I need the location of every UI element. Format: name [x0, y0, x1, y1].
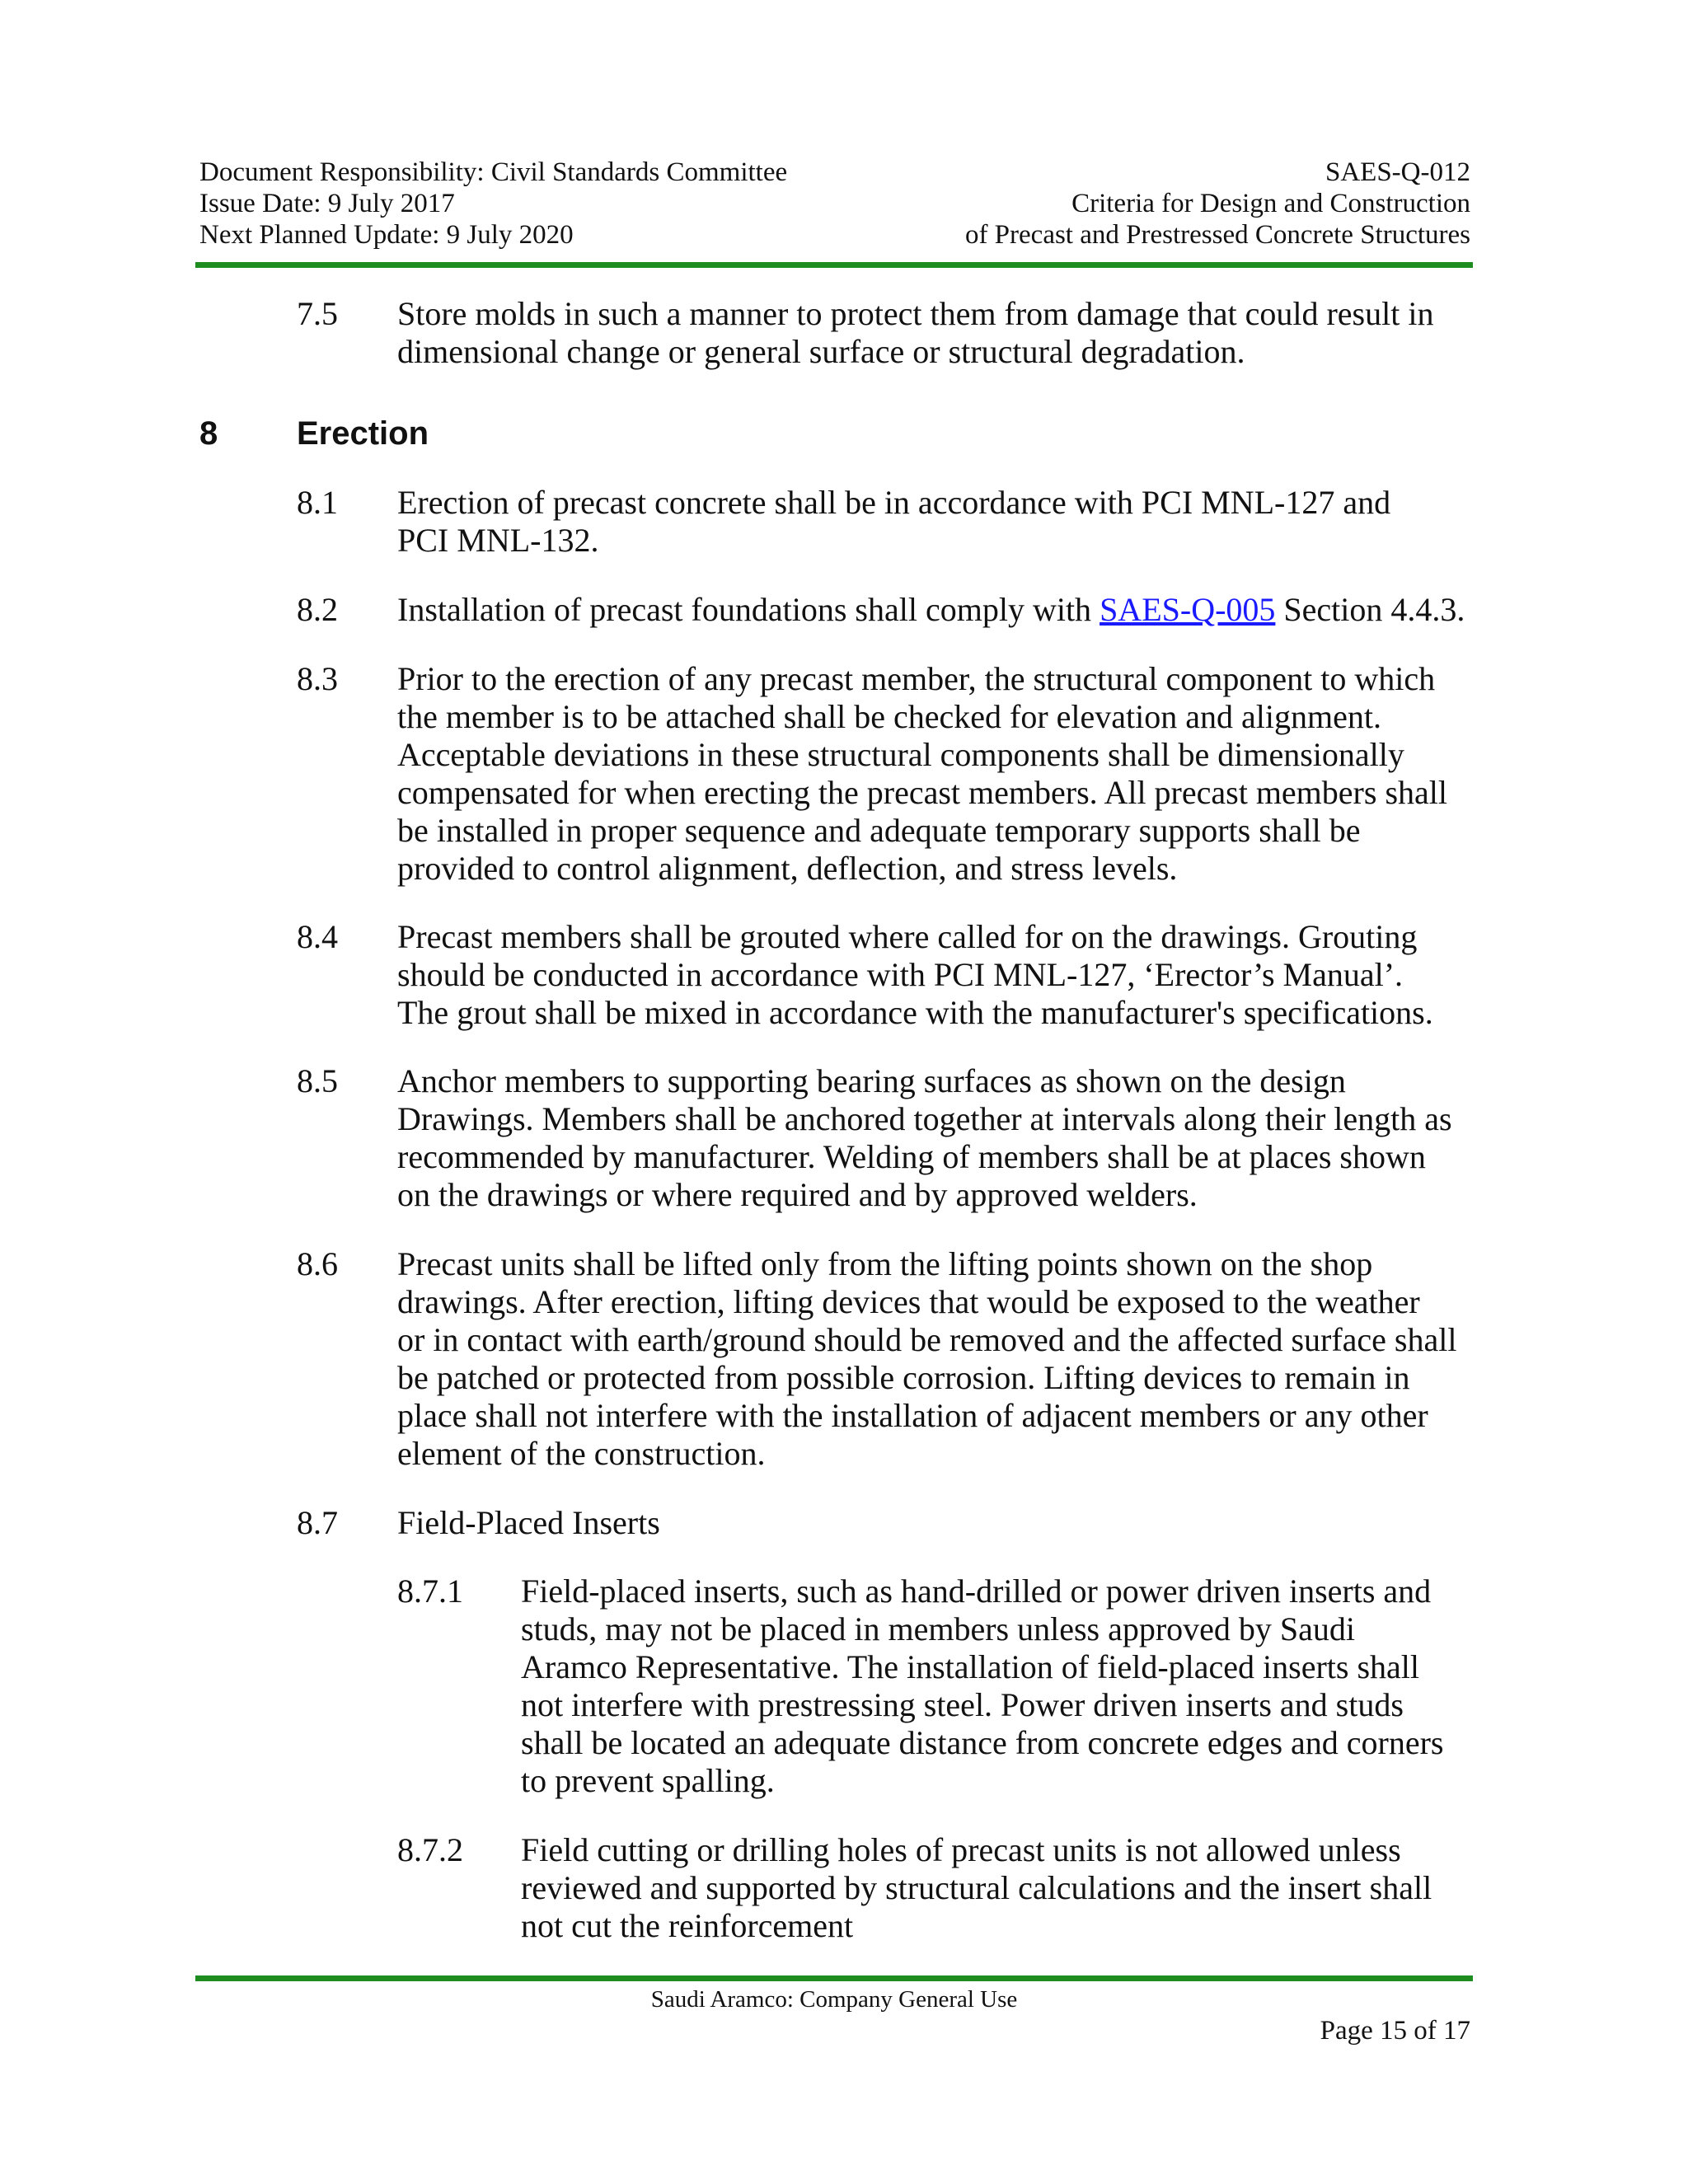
paragraph-text: [397, 1062, 1477, 1214]
text-line: shall be located an adequate distance from concrete edges and corners: [521, 1724, 1444, 1761]
paragraph-number: 8.4: [297, 918, 338, 955]
text-line: should be conducted in accordance with PCI MNL-127, ‘Erector’s Manual’.: [397, 956, 1404, 993]
paragraph-text: [397, 1245, 1477, 1473]
header-left: [199, 157, 787, 251]
text-segment: Section 4.4.3.: [1275, 591, 1465, 628]
text-line: Store molds in such a manner to protect them from damage that could result in: [397, 295, 1434, 332]
text-line: PCI MNL-132.: [397, 522, 599, 559]
text-line: be installed in proper sequence and adequate temporary supports shall be: [397, 812, 1361, 849]
paragraph-number: 8.7.1: [397, 1572, 463, 1610]
text-line: the member is to be attached shall be checked for elevation and alignment.: [397, 698, 1381, 735]
text-line: Precast members shall be grouted where called for on the drawings. Grouting: [397, 918, 1418, 955]
text-line: place shall not interfere with the installation of adjacent members or any other: [397, 1397, 1428, 1434]
paragraph-number: 8.3: [297, 660, 338, 697]
text-line: on the drawings or where required and by approved welders.: [397, 1176, 1198, 1213]
paragraph-number: 8.5: [297, 1062, 338, 1099]
text-line: [397, 591, 1477, 629]
paragraph-number: 8.2: [297, 591, 338, 628]
paragraph-number: 8.1: [297, 484, 338, 521]
standard-title-line-2: of Precast and Prestressed Concrete Structures: [964, 220, 1470, 250]
text-line: to prevent spalling.: [521, 1762, 775, 1799]
standard-title-line-1: Criteria for Design and Construction: [1071, 189, 1470, 218]
text-line: provided to control alignment, deflection, and stress levels.: [397, 850, 1178, 887]
text-line: not interfere with prestressing steel. Power driven inserts and studs: [521, 1686, 1404, 1723]
text-line: dimensional change or general surface or structural degradation.: [397, 333, 1245, 370]
text-line: compensated for when erecting the precast members. All precast members shall: [397, 774, 1447, 811]
text-line: Acceptable deviations in these structural components shall be dimensionally: [397, 736, 1404, 773]
paragraph-number: 8.7.2: [397, 1831, 463, 1868]
next-planned-update: Next Planned Update: 9 July 2020: [199, 220, 574, 250]
text-line: Prior to the erection of any precast member, the structural component to which: [397, 660, 1436, 697]
text-line: recommended by manufacturer. Welding of members shall be at places shown: [397, 1138, 1426, 1175]
text-segment: Installation of precast foundations shall comply with: [397, 591, 1100, 628]
text-line: be patched or protected from possible corrosion. Lifting devices to remain in: [397, 1359, 1410, 1396]
header-rule: [195, 262, 1473, 268]
paragraph-number: 7.5: [297, 295, 338, 332]
paragraph-text: [397, 918, 1477, 1032]
paragraph-text: [397, 591, 1477, 629]
document-responsibility: Document Responsibility: Civil Standards Committee: [199, 157, 788, 187]
text-line: The grout shall be mixed in accordance with the manufacturer's specifications.: [397, 994, 1433, 1031]
text-line: studs, may not be placed in members unless approved by Saudi: [521, 1610, 1356, 1647]
text-line: Precast units shall be lifted only from the lifting points shown on the shop: [397, 1245, 1373, 1282]
text-line: not cut the reinforcement: [521, 1907, 854, 1944]
section-heading-8: [199, 415, 429, 452]
paragraph-text: [521, 1831, 1477, 1945]
text-line: Drawings. Members shall be anchored together at intervals along their length as: [397, 1100, 1452, 1137]
text-line: Field-Placed Inserts: [397, 1504, 660, 1541]
paragraph-text: [397, 295, 1477, 371]
paragraph-text: [397, 1504, 1477, 1542]
text-line: or in contact with earth/ground should be removed and the affected surface shall: [397, 1321, 1457, 1358]
page-number: Page 15 of 17: [1320, 2016, 1470, 2046]
paragraph-text: [397, 484, 1477, 560]
text-line: Erection of precast concrete shall be in accordance with PCI MNL-127 and: [397, 484, 1391, 521]
paragraph-number: 8.6: [297, 1245, 338, 1282]
header-right: [965, 157, 1470, 251]
text-line: Aramco Representative. The installation of field-placed inserts shall: [521, 1648, 1420, 1685]
text-line: reviewed and supported by structural calculations and the insert shall: [521, 1869, 1432, 1906]
text-line: element of the construction.: [397, 1435, 766, 1472]
paragraph-text: [397, 660, 1477, 888]
footer-classification: Saudi Aramco: Company General Use: [650, 1986, 1018, 2013]
saes-q-005-link[interactable]: SAES-Q-005: [1100, 591, 1276, 628]
text-line: drawings. After erection, lifting devices that would be exposed to the weather: [397, 1283, 1420, 1320]
standard-number: SAES-Q-012: [1325, 157, 1470, 187]
paragraph-text: [521, 1572, 1477, 1800]
text-line: Anchor members to supporting bearing surfaces as shown on the design: [397, 1062, 1346, 1099]
footer-rule: [195, 1975, 1473, 1981]
section-title: Erection: [297, 415, 429, 452]
section-number: 8: [199, 415, 218, 452]
text-line: Field-placed inserts, such as hand-drilled or power driven inserts and: [521, 1572, 1432, 1610]
paragraph-number: 8.7: [297, 1504, 338, 1541]
text-line: Field cutting or drilling holes of precast units is not allowed unless: [521, 1831, 1401, 1868]
issue-date: Issue Date: 9 July 2017: [199, 189, 455, 218]
